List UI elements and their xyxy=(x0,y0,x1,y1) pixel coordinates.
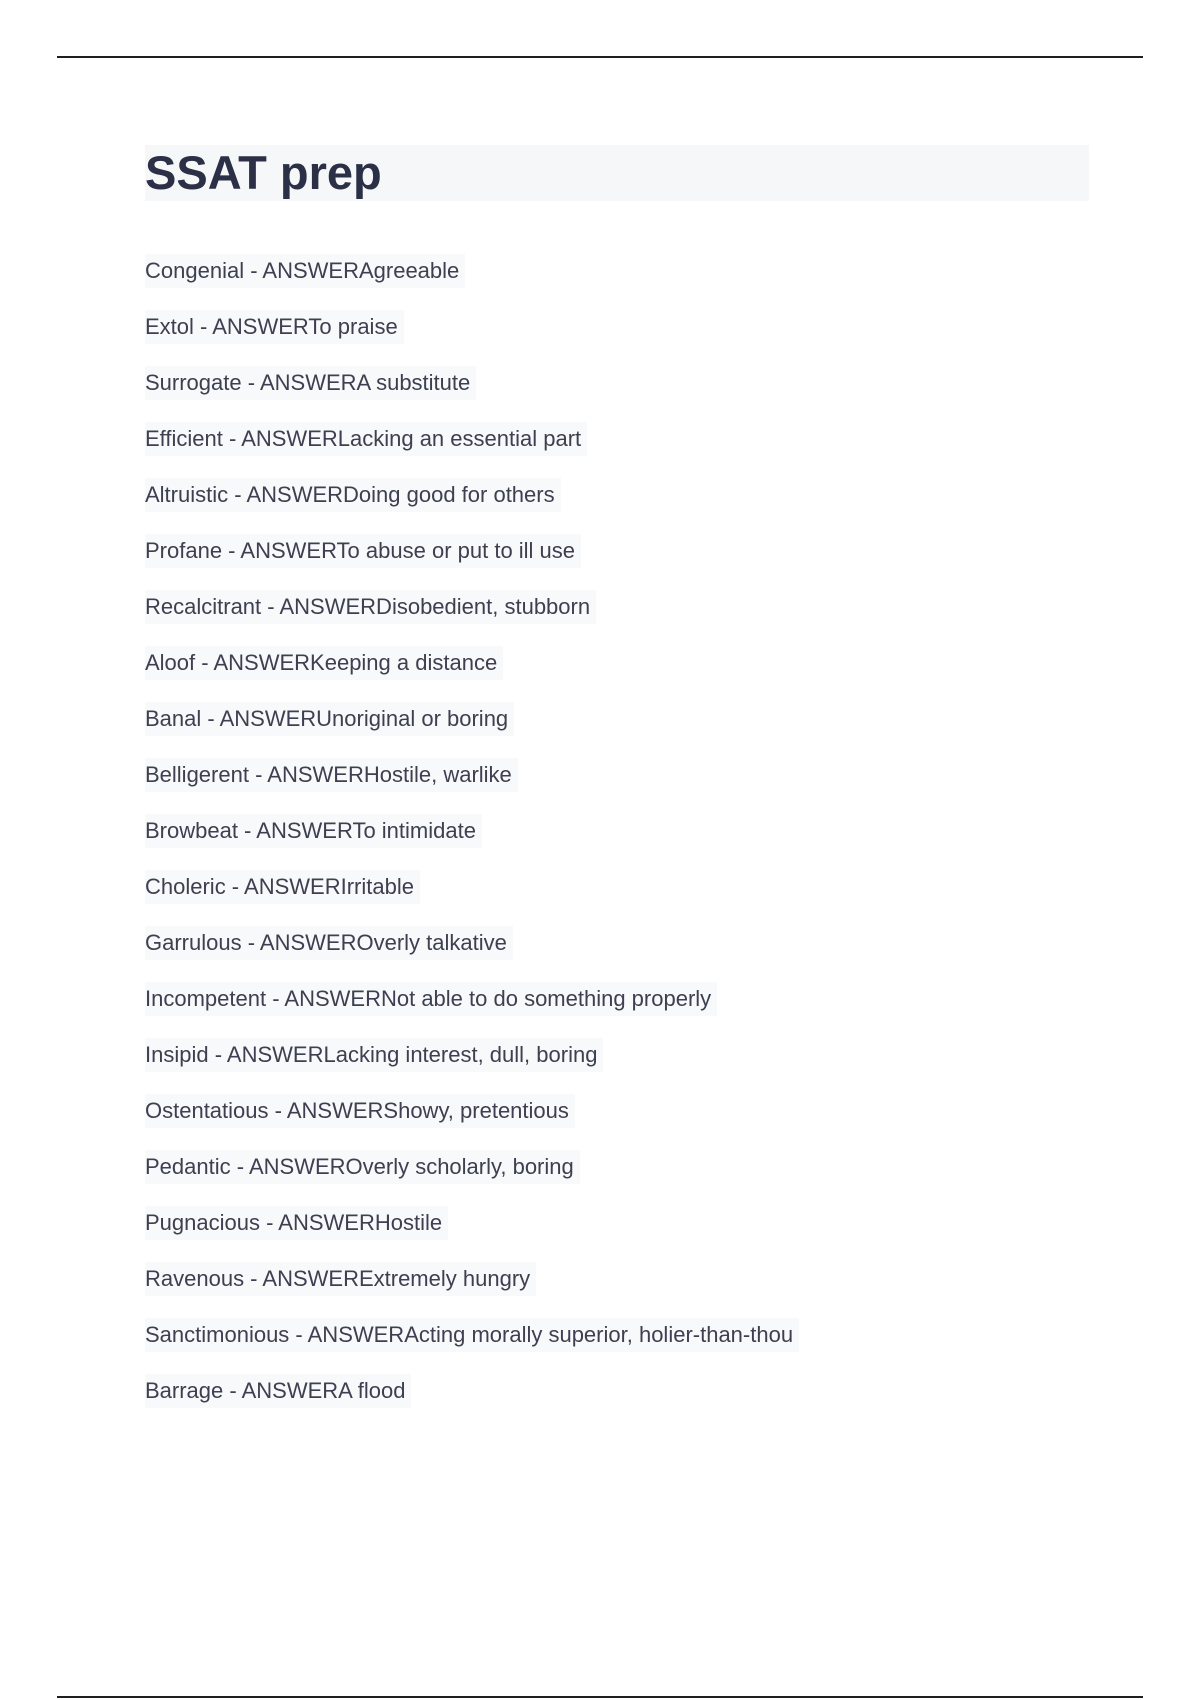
entry-text: Aloof - ANSWERKeeping a distance xyxy=(145,646,503,680)
entry-text: Banal - ANSWERUnoriginal or boring xyxy=(145,702,514,736)
entry-text: Extol - ANSWERTo praise xyxy=(145,310,404,344)
list-item xyxy=(145,926,799,982)
list-item xyxy=(145,478,799,534)
entry-text: Surrogate - ANSWERA substitute xyxy=(145,366,476,400)
list-item xyxy=(145,422,799,478)
entry-text: Belligerent - ANSWERHostile, warlike xyxy=(145,758,518,792)
list-item xyxy=(145,254,799,310)
entry-text: Choleric - ANSWERIrritable xyxy=(145,870,420,904)
list-item xyxy=(145,646,799,702)
page-title: SSAT prep xyxy=(145,146,382,199)
entry-text: Sanctimonious - ANSWERActing morally superior, holier-than-thou xyxy=(145,1318,799,1352)
entry-text: Barrage - ANSWERA flood xyxy=(145,1374,411,1408)
entry-text: Recalcitrant - ANSWERDisobedient, stubborn xyxy=(145,590,596,624)
entry-text: Garrulous - ANSWEROverly talkative xyxy=(145,926,513,960)
list-item xyxy=(145,1262,799,1318)
list-item xyxy=(145,1094,799,1150)
entry-text: Ostentatious - ANSWERShowy, pretentious xyxy=(145,1094,575,1128)
list-item xyxy=(145,1374,799,1430)
entry-text: Congenial - ANSWERAgreeable xyxy=(145,254,465,288)
list-item xyxy=(145,1038,799,1094)
footer-rule xyxy=(57,1696,1143,1698)
entry-text: Incompetent - ANSWERNot able to do something properly xyxy=(145,982,717,1016)
list-item xyxy=(145,982,799,1038)
list-item xyxy=(145,590,799,646)
entry-text: Ravenous - ANSWERExtremely hungry xyxy=(145,1262,536,1296)
list-item xyxy=(145,814,799,870)
entry-text: Insipid - ANSWERLacking interest, dull, boring xyxy=(145,1038,603,1072)
entry-text: Altruistic - ANSWERDoing good for others xyxy=(145,478,561,512)
list-item xyxy=(145,366,799,422)
list-item xyxy=(145,1318,799,1374)
list-item xyxy=(145,758,799,814)
list-item xyxy=(145,870,799,926)
entry-text: Pugnacious - ANSWERHostile xyxy=(145,1206,448,1240)
list-item xyxy=(145,1206,799,1262)
entry-text: Efficient - ANSWERLacking an essential part xyxy=(145,422,587,456)
vocabulary-list xyxy=(145,254,799,1430)
list-item xyxy=(145,534,799,590)
list-item xyxy=(145,310,799,366)
list-item xyxy=(145,1150,799,1206)
header-rule xyxy=(57,56,1143,58)
list-item xyxy=(145,702,799,758)
entry-text: Profane - ANSWERTo abuse or put to ill use xyxy=(145,534,581,568)
entry-text: Pedantic - ANSWEROverly scholarly, boring xyxy=(145,1150,580,1184)
entry-text: Browbeat - ANSWERTo intimidate xyxy=(145,814,482,848)
